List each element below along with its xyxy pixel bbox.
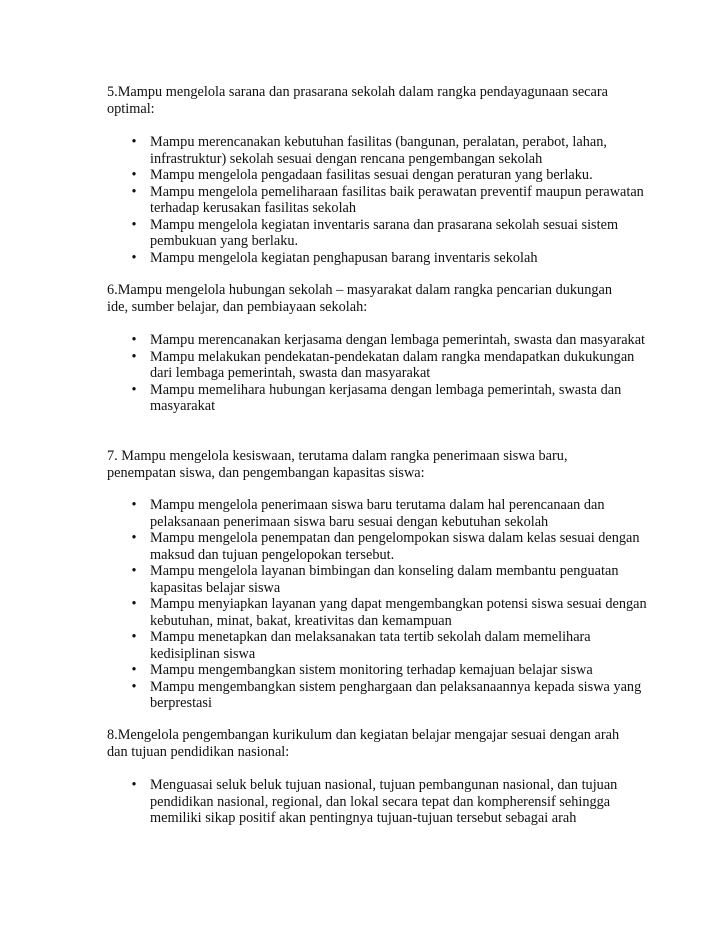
section-7-list [107, 497, 647, 712]
bullet-icon: • [131, 629, 137, 645]
bullet-icon: • [131, 662, 137, 678]
bullet-icon: • [131, 563, 137, 579]
list-item: • Mampu melakukan pendekatan-pendekatan dalam rangka mendapatkan dukukungan dari lembaga pemerintah, swasta dan masyarakat [107, 349, 647, 382]
list-item: • Mampu mengelola pemeliharaan fasilitas baik perawatan preventif maupun perawatan terhadap kerusakan fasilitas sekolah [107, 184, 647, 217]
bullet-icon: • [131, 596, 137, 612]
bullet-icon: • [131, 348, 137, 365]
list-item: • Mampu mengelola pengadaan fasilitas sesuai dengan peraturan yang berlaku. [107, 167, 647, 184]
list-item: • Mampu merencanakan kerjasama dengan lembaga pemerintah, swasta dan masyarakat [107, 332, 647, 349]
bullet-icon: • [131, 777, 137, 793]
list-item: • Mampu mengelola penempatan dan pengelompokan siswa dalam kelas sesuai dengan maksud dan tujuan pengelopokan tersebut. [107, 530, 647, 563]
bullet-icon: • [131, 678, 137, 695]
list-item: • Mampu menyiapkan layanan yang dapat mengembangkan potensi siswa sesuai dengan kebutuhan, minat, bakat, kreativitas dan kemampuan [107, 596, 647, 629]
bullet-icon: • [131, 381, 137, 398]
list-item: • Mampu memelihara hubungan kerjasama dengan lembaga pemerintah, swasta dan masyarakat [107, 382, 647, 415]
bullet-icon: • [131, 216, 137, 233]
bullet-icon: • [131, 134, 137, 150]
list-item: • Mampu menetapkan dan melaksanakan tata tertib sekolah dalam memelihara kedisiplinan siswa [107, 629, 647, 662]
section-8-list [107, 777, 647, 827]
list-item: • Mampu mengelola penerimaan siswa baru terutama dalam hal perencanaan dan pelaksanaan penerimaan siswa baru sesuai dengan kebutuhan sekolah [107, 497, 647, 530]
list-item: • Mampu mengelola kegiatan inventaris sarana dan prasarana sekolah sesuai sistem pembukuan yang berlaku. [107, 217, 647, 250]
bullet-icon: • [131, 167, 137, 183]
list-item: • Mampu mengelola layanan bimbingan dan konseling dalam membantu penguatan kapasitas belajar siswa [107, 563, 647, 596]
list-item: • Mampu mengelola kegiatan penghapusan barang inventaris sekolah [107, 250, 647, 267]
section-5-list [107, 134, 647, 266]
list-item: • Mampu merencanakan kebutuhan fasilitas (bangunan, peralatan, perabot, lahan, infrastruktur) sekolah sesuai dengan rencana pengembangan sekolah [107, 134, 647, 167]
list-item: • Mampu mengembangkan sistem penghargaan dan pelaksanaannya kepada siswa yang berprestasi [107, 679, 647, 712]
section-6-heading: 6.Mampu mengelola hubungan sekolah – masyarakat dalam rangka pencarian dukungan ide, sumber belajar, dan pembiayaan sekolah: [107, 282, 612, 315]
list-item: • Mampu mengembangkan sistem monitoring terhadap kemajuan belajar siswa [107, 662, 647, 679]
section-7-heading: 7. Mampu mengelola kesiswaan, terutama dalam rangka penerimaan siswa baru, penempatan siswa, dan pengembangan kapasitas siswa: [107, 448, 568, 481]
bullet-icon: • [131, 332, 137, 348]
section-8-heading: 8.Mengelola pengembangan kurikulum dan kegiatan belajar mengajar sesuai dengan arah dan tujuan pendidikan nasional: [107, 727, 620, 760]
bullet-icon: • [131, 497, 137, 513]
section-6-list [107, 332, 647, 415]
section-5-heading: 5.Mampu mengelola sarana dan prasarana sekolah dalam rangka pendayagunaan secara optimal: [107, 84, 608, 117]
bullet-icon: • [131, 183, 137, 200]
list-item: • Menguasai seluk beluk tujuan nasional, tujuan pembangunan nasional, dan tujuan pendidikan nasional, regional, dan lokal secara tepat dan kompherensif sehingga memiliki sikap positif akan pentingnya tujuan-tujuan tersebut sebagai arah [107, 777, 647, 827]
bullet-icon: • [131, 249, 137, 266]
bullet-icon: • [131, 530, 137, 546]
